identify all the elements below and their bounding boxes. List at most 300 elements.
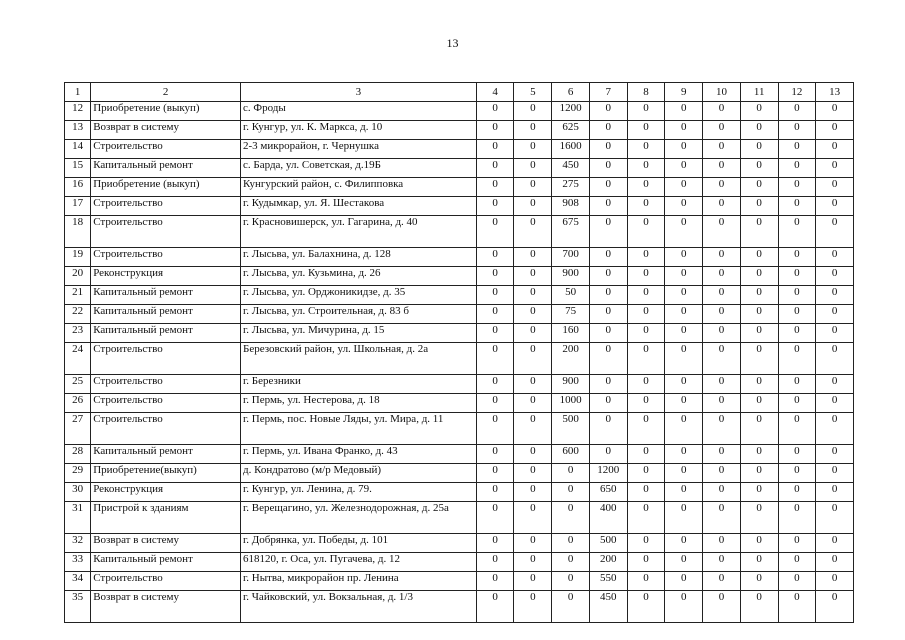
address-cell: 618120, г. Оса, ул. Пугачева, д. 12 — [241, 553, 477, 572]
address-cell: г. Лысьва, ул. Балахнина, д. 128 — [241, 248, 477, 267]
value-cell: 0 — [816, 140, 854, 159]
address-cell: г. Кунгур, ул. К. Маркса, д. 10 — [241, 121, 477, 140]
value-cell: 0 — [778, 305, 816, 324]
value-cell: 0 — [740, 394, 778, 413]
row-number-cell: 30 — [65, 483, 91, 502]
value-cell: 0 — [514, 248, 552, 267]
work-type-cell: Реконструкция — [91, 267, 241, 286]
value-cell: 0 — [476, 102, 514, 121]
value-cell: 0 — [665, 394, 703, 413]
value-cell: 0 — [703, 343, 741, 375]
column-header: 3 — [241, 83, 477, 102]
value-cell: 0 — [665, 102, 703, 121]
value-cell: 0 — [740, 324, 778, 343]
work-type-cell: Приобретение (выкуп) — [91, 102, 241, 121]
address-cell: г. Лысьва, ул. Орджоникидзе, д. 35 — [241, 286, 477, 305]
value-cell: 0 — [816, 553, 854, 572]
value-cell: 0 — [627, 483, 665, 502]
value-cell: 0 — [589, 286, 627, 305]
value-cell: 0 — [816, 591, 854, 623]
address-cell: г. Пермь, ул. Ивана Франко, д. 43 — [241, 445, 477, 464]
value-cell: 0 — [703, 286, 741, 305]
table-header-row — [65, 83, 854, 102]
value-cell: 0 — [665, 286, 703, 305]
value-cell: 0 — [816, 248, 854, 267]
value-cell: 0 — [740, 445, 778, 464]
value-cell: 0 — [589, 343, 627, 375]
value-cell: 0 — [476, 553, 514, 572]
row-number-cell: 12 — [65, 102, 91, 121]
value-cell: 0 — [665, 553, 703, 572]
value-cell: 0 — [816, 445, 854, 464]
value-cell: 0 — [514, 343, 552, 375]
value-cell: 450 — [589, 591, 627, 623]
value-cell: 0 — [778, 375, 816, 394]
page-number: 13 — [446, 36, 459, 50]
value-cell: 0 — [778, 159, 816, 178]
value-cell: 0 — [552, 464, 590, 483]
value-cell: 0 — [703, 248, 741, 267]
value-cell: 0 — [778, 140, 816, 159]
value-cell: 0 — [740, 305, 778, 324]
value-cell: 0 — [703, 324, 741, 343]
value-cell: 0 — [514, 197, 552, 216]
value-cell: 0 — [816, 267, 854, 286]
address-cell: г. Добрянка, ул. Победы, д. 101 — [241, 534, 477, 553]
table-row — [65, 534, 854, 553]
row-number-cell: 16 — [65, 178, 91, 197]
value-cell: 0 — [476, 305, 514, 324]
value-cell: 0 — [476, 534, 514, 553]
address-cell: д. Кондратово (м/р Медовый) — [241, 464, 477, 483]
row-number-cell: 26 — [65, 394, 91, 413]
table-row — [65, 197, 854, 216]
value-cell: 0 — [740, 216, 778, 248]
value-cell: 0 — [552, 483, 590, 502]
work-type-cell: Строительство — [91, 394, 241, 413]
value-cell: 0 — [778, 286, 816, 305]
value-cell: 0 — [816, 216, 854, 248]
value-cell: 0 — [589, 248, 627, 267]
row-number-cell: 15 — [65, 159, 91, 178]
value-cell: 0 — [476, 464, 514, 483]
work-type-cell: Капитальный ремонт — [91, 305, 241, 324]
table-body — [65, 102, 854, 623]
value-cell: 0 — [816, 572, 854, 591]
value-cell: 0 — [816, 305, 854, 324]
value-cell: 0 — [476, 375, 514, 394]
value-cell: 0 — [589, 305, 627, 324]
value-cell: 75 — [552, 305, 590, 324]
work-type-cell: Возврат в систему — [91, 534, 241, 553]
value-cell: 675 — [552, 216, 590, 248]
value-cell: 0 — [665, 248, 703, 267]
work-type-cell: Капитальный ремонт — [91, 324, 241, 343]
address-cell: Березовский район, ул. Школьная, д. 2а — [241, 343, 477, 375]
value-cell: 0 — [476, 248, 514, 267]
value-cell: 0 — [778, 394, 816, 413]
value-cell: 0 — [627, 267, 665, 286]
value-cell: 0 — [740, 534, 778, 553]
value-cell: 0 — [665, 375, 703, 394]
value-cell: 0 — [665, 343, 703, 375]
value-cell: 0 — [627, 305, 665, 324]
value-cell: 0 — [740, 464, 778, 483]
table-row — [65, 464, 854, 483]
value-cell: 0 — [514, 413, 552, 445]
address-cell: г. Лысьва, ул. Строительная, д. 83 б — [241, 305, 477, 324]
value-cell: 0 — [552, 502, 590, 534]
value-cell: 0 — [740, 375, 778, 394]
column-header: 7 — [589, 83, 627, 102]
value-cell: 200 — [552, 343, 590, 375]
work-type-cell: Строительство — [91, 216, 241, 248]
value-cell: 50 — [552, 286, 590, 305]
address-cell: г. Кунгур, ул. Ленина, д. 79. — [241, 483, 477, 502]
column-header: 9 — [665, 83, 703, 102]
value-cell: 0 — [778, 102, 816, 121]
value-cell: 0 — [552, 572, 590, 591]
work-type-cell: Реконструкция — [91, 483, 241, 502]
value-cell: 0 — [778, 197, 816, 216]
table-row — [65, 121, 854, 140]
value-cell: 0 — [476, 445, 514, 464]
value-cell: 0 — [740, 413, 778, 445]
value-cell: 0 — [476, 572, 514, 591]
address-cell: г. Лысьва, ул. Мичурина, д. 15 — [241, 324, 477, 343]
work-type-cell: Капитальный ремонт — [91, 445, 241, 464]
address-cell: г. Нытва, микрорайон пр. Ленина — [241, 572, 477, 591]
value-cell: 0 — [514, 286, 552, 305]
value-cell: 0 — [627, 591, 665, 623]
row-number-cell: 18 — [65, 216, 91, 248]
value-cell: 0 — [476, 178, 514, 197]
value-cell: 0 — [514, 267, 552, 286]
table-row — [65, 483, 854, 502]
row-number-cell: 13 — [65, 121, 91, 140]
value-cell: 0 — [627, 248, 665, 267]
table-row — [65, 572, 854, 591]
table-row — [65, 502, 854, 534]
value-cell: 0 — [740, 591, 778, 623]
value-cell: 0 — [665, 534, 703, 553]
row-number-cell: 20 — [65, 267, 91, 286]
value-cell: 0 — [627, 553, 665, 572]
value-cell: 0 — [476, 216, 514, 248]
work-type-cell: Капитальный ремонт — [91, 159, 241, 178]
value-cell: 0 — [589, 394, 627, 413]
value-cell: 0 — [703, 159, 741, 178]
value-cell: 160 — [552, 324, 590, 343]
value-cell: 0 — [514, 102, 552, 121]
value-cell: 0 — [703, 375, 741, 394]
value-cell: 0 — [665, 197, 703, 216]
value-cell: 0 — [476, 267, 514, 286]
value-cell: 625 — [552, 121, 590, 140]
address-cell: г. Кудымкар, ул. Я. Шестакова — [241, 197, 477, 216]
value-cell: 550 — [589, 572, 627, 591]
value-cell: 0 — [627, 216, 665, 248]
value-cell: 0 — [816, 324, 854, 343]
value-cell: 0 — [589, 102, 627, 121]
value-cell: 0 — [778, 267, 816, 286]
work-type-cell: Строительство — [91, 140, 241, 159]
value-cell: 0 — [740, 502, 778, 534]
value-cell: 0 — [589, 178, 627, 197]
column-header: 13 — [816, 83, 854, 102]
value-cell: 0 — [665, 267, 703, 286]
work-type-cell: Строительство — [91, 413, 241, 445]
row-number-cell: 34 — [65, 572, 91, 591]
value-cell: 0 — [703, 534, 741, 553]
table-row — [65, 375, 854, 394]
value-cell: 0 — [476, 140, 514, 159]
value-cell: 0 — [740, 267, 778, 286]
row-number-cell: 27 — [65, 413, 91, 445]
table-row — [65, 102, 854, 121]
value-cell: 0 — [816, 464, 854, 483]
value-cell: 0 — [778, 343, 816, 375]
value-cell: 0 — [665, 159, 703, 178]
value-cell: 1600 — [552, 140, 590, 159]
value-cell: 0 — [476, 121, 514, 140]
value-cell: 0 — [703, 445, 741, 464]
row-number-cell: 19 — [65, 248, 91, 267]
value-cell: 0 — [816, 286, 854, 305]
table-row — [65, 553, 854, 572]
value-cell: 0 — [514, 375, 552, 394]
value-cell: 0 — [703, 140, 741, 159]
address-cell: г. Лысьва, ул. Кузьмина, д. 26 — [241, 267, 477, 286]
value-cell: 0 — [589, 267, 627, 286]
value-cell: 0 — [703, 553, 741, 572]
value-cell: 0 — [514, 159, 552, 178]
data-table — [64, 82, 854, 623]
value-cell: 0 — [476, 502, 514, 534]
value-cell: 0 — [778, 483, 816, 502]
row-number-cell: 31 — [65, 502, 91, 534]
value-cell: 0 — [665, 483, 703, 502]
value-cell: 0 — [778, 248, 816, 267]
address-cell: г. Пермь, пос. Новые Ляды, ул. Мира, д. 11 — [241, 413, 477, 445]
work-type-cell: Строительство — [91, 197, 241, 216]
value-cell: 0 — [627, 102, 665, 121]
table-row — [65, 413, 854, 445]
value-cell: 0 — [703, 102, 741, 121]
value-cell: 0 — [703, 394, 741, 413]
value-cell: 0 — [665, 502, 703, 534]
value-cell: 0 — [514, 324, 552, 343]
value-cell: 0 — [816, 502, 854, 534]
value-cell: 0 — [627, 534, 665, 553]
row-number-cell: 22 — [65, 305, 91, 324]
address-cell: с. Барда, ул. Советская, д.19Б — [241, 159, 477, 178]
value-cell: 500 — [589, 534, 627, 553]
value-cell: 0 — [514, 216, 552, 248]
value-cell: 0 — [589, 216, 627, 248]
column-header: 12 — [778, 83, 816, 102]
value-cell: 0 — [514, 464, 552, 483]
table-row — [65, 305, 854, 324]
value-cell: 1200 — [552, 102, 590, 121]
value-cell: 0 — [740, 140, 778, 159]
column-header: 10 — [703, 83, 741, 102]
row-number-cell: 23 — [65, 324, 91, 343]
value-cell: 0 — [514, 534, 552, 553]
address-cell: г. Верещагино, ул. Железнодорожная, д. 25а — [241, 502, 477, 534]
work-type-cell: Строительство — [91, 572, 241, 591]
row-number-cell: 28 — [65, 445, 91, 464]
value-cell: 0 — [778, 591, 816, 623]
row-number-cell: 32 — [65, 534, 91, 553]
value-cell: 0 — [703, 305, 741, 324]
value-cell: 0 — [627, 502, 665, 534]
value-cell: 0 — [476, 591, 514, 623]
table-row — [65, 591, 854, 623]
value-cell: 0 — [778, 553, 816, 572]
value-cell: 0 — [740, 159, 778, 178]
value-cell: 0 — [778, 216, 816, 248]
value-cell: 700 — [552, 248, 590, 267]
value-cell: 0 — [740, 248, 778, 267]
value-cell: 0 — [627, 286, 665, 305]
row-number-cell: 17 — [65, 197, 91, 216]
row-number-cell: 29 — [65, 464, 91, 483]
value-cell: 0 — [740, 572, 778, 591]
value-cell: 0 — [740, 121, 778, 140]
address-cell: Кунгурский район, с. Филипповка — [241, 178, 477, 197]
column-header: 1 — [65, 83, 91, 102]
value-cell: 0 — [665, 324, 703, 343]
value-cell: 0 — [665, 464, 703, 483]
value-cell: 650 — [589, 483, 627, 502]
value-cell: 0 — [778, 502, 816, 534]
value-cell: 0 — [778, 413, 816, 445]
value-cell: 0 — [476, 343, 514, 375]
value-cell: 0 — [665, 140, 703, 159]
value-cell: 0 — [476, 324, 514, 343]
value-cell: 0 — [589, 159, 627, 178]
value-cell: 0 — [476, 394, 514, 413]
value-cell: 0 — [514, 121, 552, 140]
row-number-cell: 33 — [65, 553, 91, 572]
table-row — [65, 394, 854, 413]
value-cell: 0 — [552, 534, 590, 553]
value-cell: 0 — [552, 591, 590, 623]
value-cell: 0 — [514, 553, 552, 572]
row-number-cell: 25 — [65, 375, 91, 394]
value-cell: 0 — [552, 553, 590, 572]
work-type-cell: Приобретение (выкуп) — [91, 178, 241, 197]
value-cell: 0 — [665, 216, 703, 248]
value-cell: 0 — [703, 591, 741, 623]
value-cell: 0 — [627, 343, 665, 375]
value-cell: 0 — [740, 102, 778, 121]
value-cell: 0 — [703, 483, 741, 502]
column-header: 6 — [552, 83, 590, 102]
table-row — [65, 216, 854, 248]
value-cell: 0 — [703, 572, 741, 591]
table-row — [65, 286, 854, 305]
work-type-cell: Возврат в систему — [91, 591, 241, 623]
value-cell: 0 — [627, 572, 665, 591]
value-cell: 0 — [627, 178, 665, 197]
value-cell: 0 — [703, 413, 741, 445]
row-number-cell: 14 — [65, 140, 91, 159]
value-cell: 900 — [552, 267, 590, 286]
value-cell: 0 — [514, 445, 552, 464]
work-type-cell: Приобретение(выкуп) — [91, 464, 241, 483]
value-cell: 0 — [514, 394, 552, 413]
value-cell: 0 — [816, 178, 854, 197]
table-row — [65, 159, 854, 178]
value-cell: 0 — [665, 572, 703, 591]
column-header: 5 — [514, 83, 552, 102]
value-cell: 0 — [703, 178, 741, 197]
work-type-cell: Капитальный ремонт — [91, 286, 241, 305]
table-row — [65, 267, 854, 286]
table-row — [65, 324, 854, 343]
table-row — [65, 178, 854, 197]
value-cell: 450 — [552, 159, 590, 178]
value-cell: 0 — [703, 464, 741, 483]
value-cell: 0 — [778, 572, 816, 591]
value-cell: 1200 — [589, 464, 627, 483]
address-cell: г. Пермь, ул. Нестерова, д. 18 — [241, 394, 477, 413]
value-cell: 0 — [778, 464, 816, 483]
value-cell: 900 — [552, 375, 590, 394]
table-row — [65, 248, 854, 267]
work-type-cell: Строительство — [91, 248, 241, 267]
value-cell: 0 — [476, 197, 514, 216]
value-cell: 1000 — [552, 394, 590, 413]
value-cell: 0 — [476, 159, 514, 178]
value-cell: 0 — [740, 197, 778, 216]
value-cell: 0 — [627, 413, 665, 445]
work-type-cell: Строительство — [91, 375, 241, 394]
value-cell: 0 — [665, 413, 703, 445]
value-cell: 0 — [816, 102, 854, 121]
value-cell: 0 — [665, 445, 703, 464]
row-number-cell: 35 — [65, 591, 91, 623]
value-cell: 0 — [816, 534, 854, 553]
address-cell: 2-3 микрорайон, г. Чернушка — [241, 140, 477, 159]
value-cell: 0 — [589, 121, 627, 140]
table-row — [65, 140, 854, 159]
row-number-cell: 24 — [65, 343, 91, 375]
value-cell: 0 — [740, 343, 778, 375]
value-cell: 0 — [627, 445, 665, 464]
column-header: 4 — [476, 83, 514, 102]
value-cell: 0 — [514, 178, 552, 197]
value-cell: 0 — [778, 445, 816, 464]
address-cell: с. Фроды — [241, 102, 477, 121]
value-cell: 0 — [589, 197, 627, 216]
value-cell: 0 — [589, 140, 627, 159]
value-cell: 0 — [703, 197, 741, 216]
value-cell: 0 — [627, 197, 665, 216]
work-type-cell: Строительство — [91, 343, 241, 375]
value-cell: 0 — [627, 159, 665, 178]
value-cell: 0 — [514, 305, 552, 324]
value-cell: 0 — [627, 394, 665, 413]
value-cell: 0 — [816, 159, 854, 178]
value-cell: 0 — [627, 464, 665, 483]
value-cell: 0 — [589, 375, 627, 394]
value-cell: 0 — [476, 483, 514, 502]
value-cell: 0 — [514, 591, 552, 623]
value-cell: 0 — [740, 178, 778, 197]
